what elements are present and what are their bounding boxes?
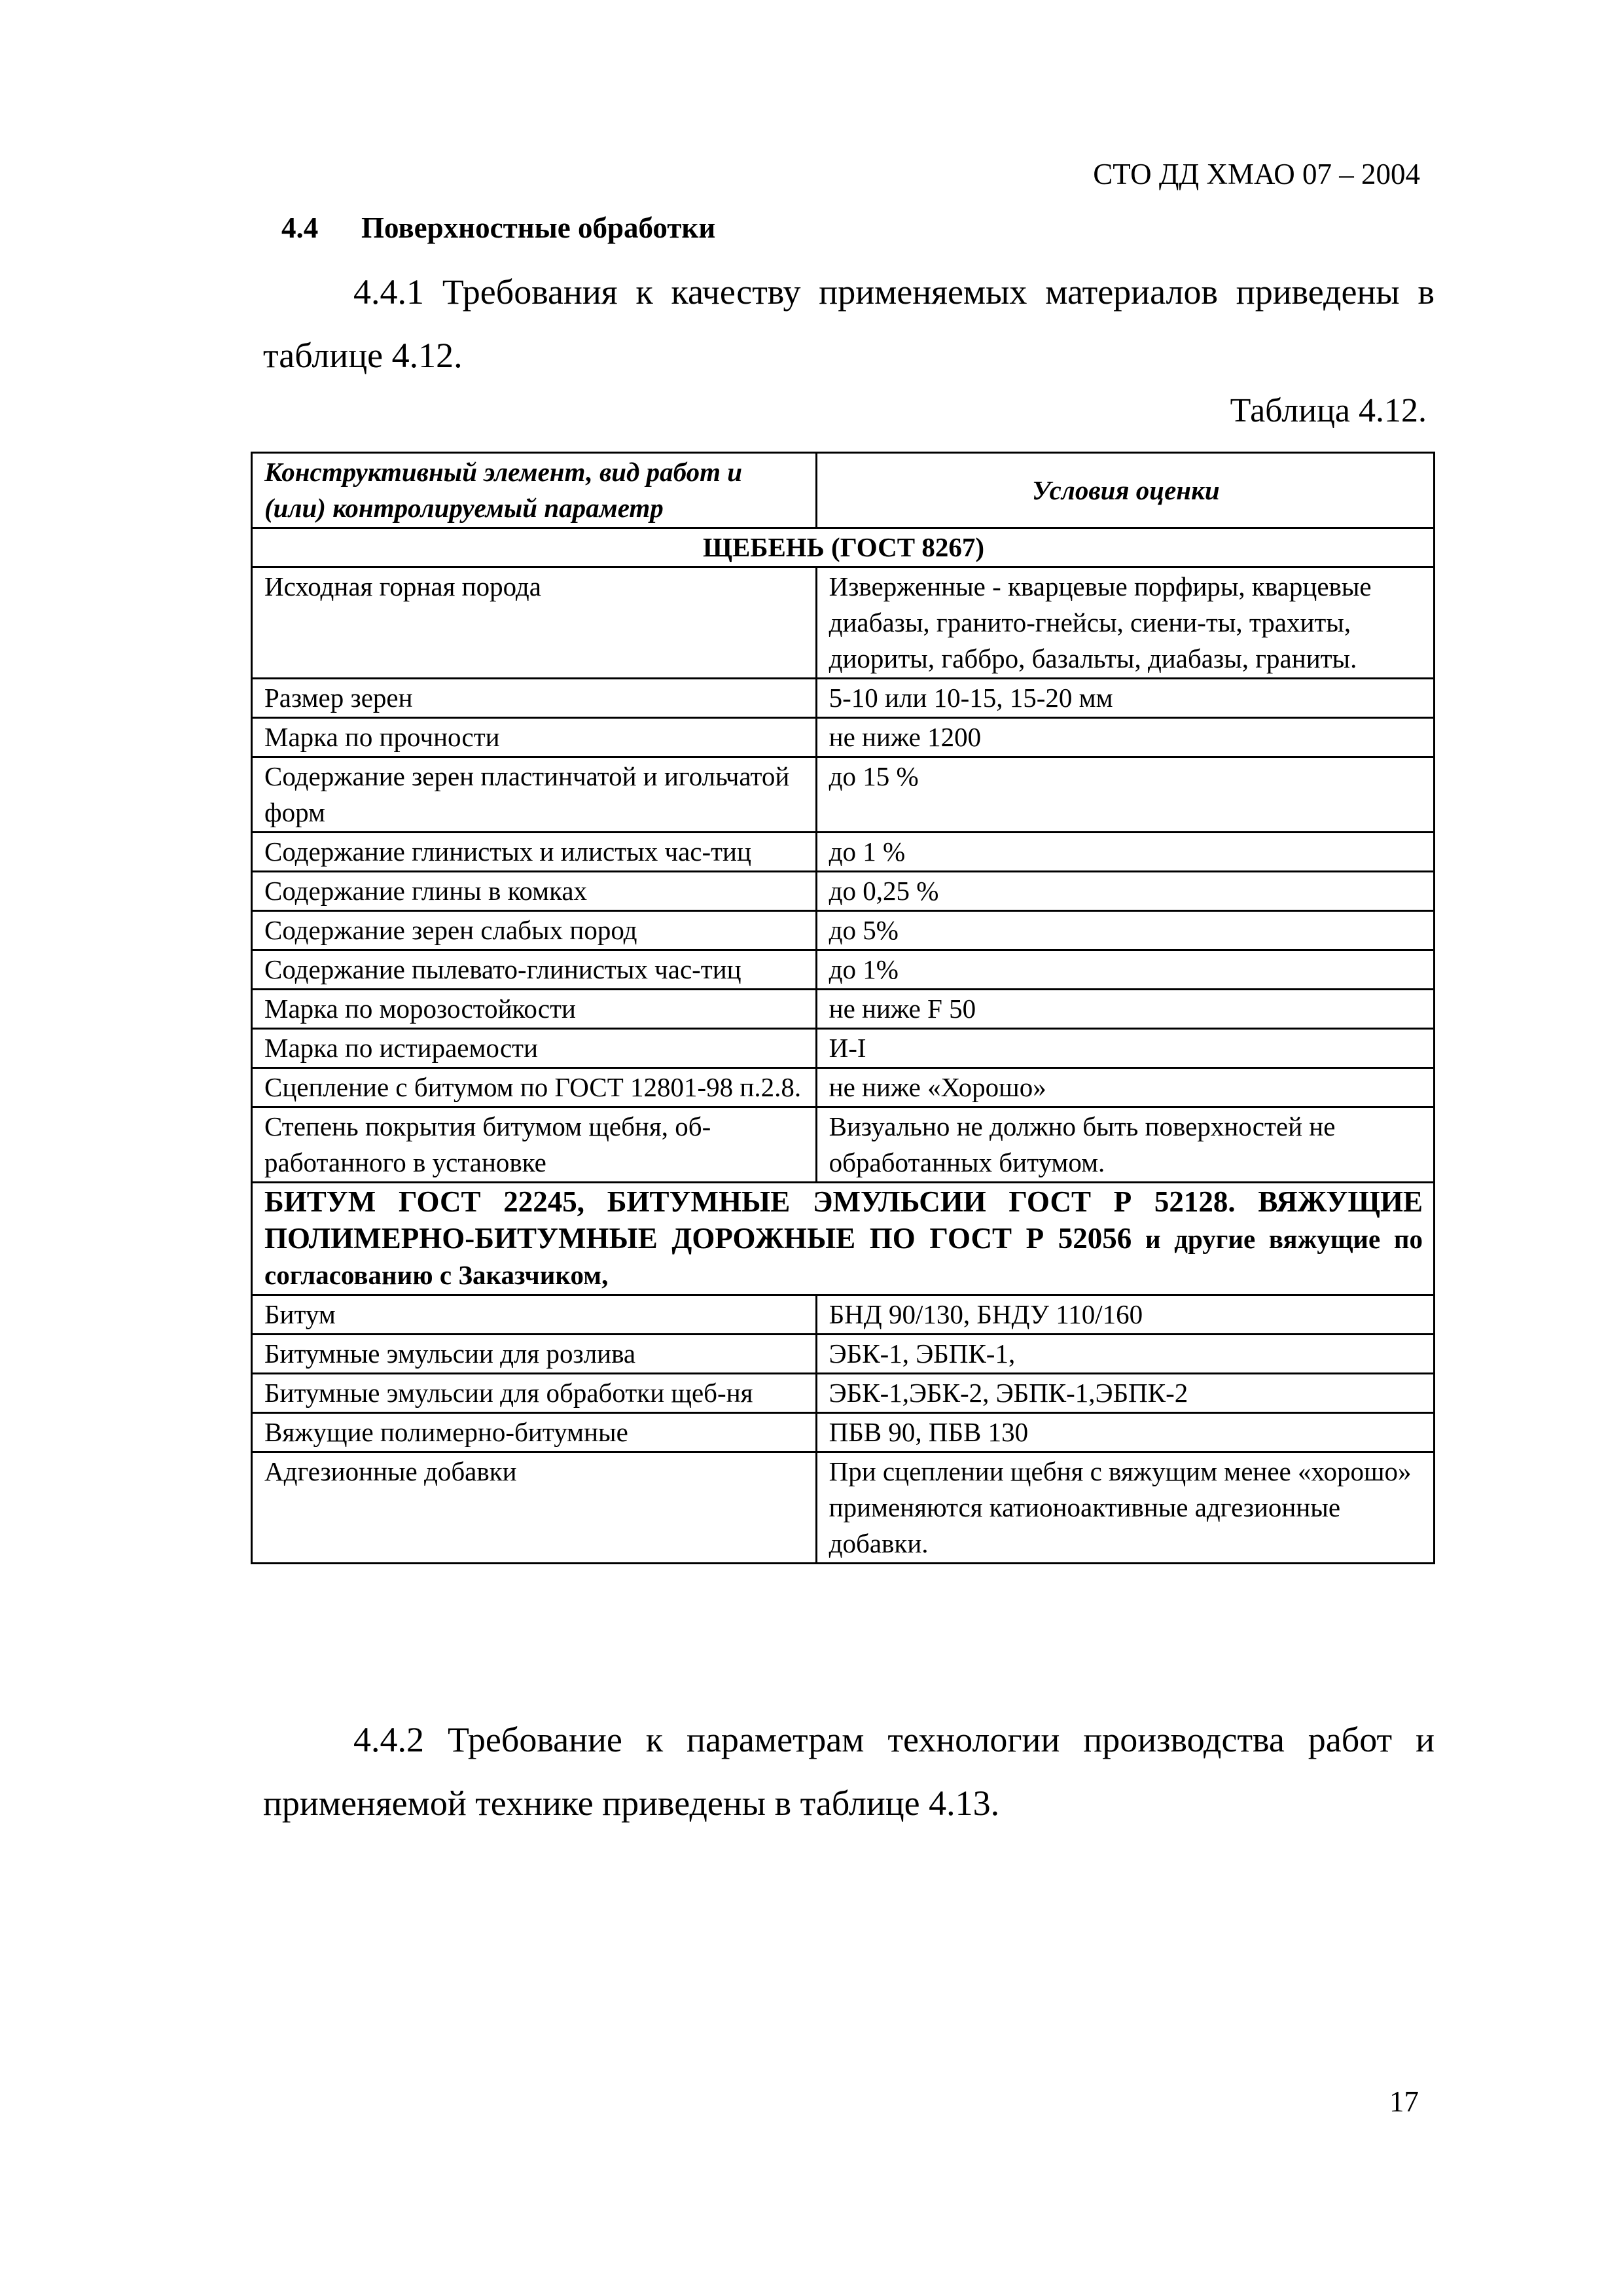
condition-cell: ЭБК-1, ЭБПК-1,	[816, 1335, 1434, 1374]
table-row	[252, 718, 1435, 757]
parameter-cell: Битумные эмульсии для обработки щеб-ня	[252, 1374, 817, 1413]
paragraph-4-4-1	[263, 260, 1435, 387]
condition-cell: ПБВ 90, ПБВ 130	[816, 1413, 1434, 1452]
requirements-table	[251, 452, 1435, 1564]
table-row	[252, 911, 1435, 950]
table-row	[252, 757, 1435, 833]
condition-cell: Изверженные - кварцевые порфиры, кварцевые диабазы, гранито-гнейсы, сиени-ты, трахиты, диориты, габбро, базальты, диабазы, граниты.	[816, 567, 1434, 679]
condition-cell: до 5%	[816, 911, 1434, 950]
condition-cell: не ниже 1200	[816, 718, 1434, 757]
table-row	[252, 1374, 1435, 1413]
table-row	[252, 567, 1435, 679]
column-header-parameter: Конструктивный элемент, вид работ и (или) контролируемый параметр	[252, 453, 817, 528]
condition-cell: до 15 %	[816, 757, 1434, 833]
condition-cell: Визуально не должно быть поверхностей не обработанных битумом.	[816, 1107, 1434, 1183]
parameter-cell: Вяжущие полимерно-битумные	[252, 1413, 817, 1452]
parameter-cell: Размер зерен	[252, 679, 817, 718]
parameter-cell: Содержание пылевато-глинистых час-тиц	[252, 950, 817, 990]
parameter-cell: Марка по прочности	[252, 718, 817, 757]
table-row	[252, 1068, 1435, 1107]
condition-cell: ЭБК-1,ЭБК-2, ЭБПК-1,ЭБПК-2	[816, 1374, 1434, 1413]
table-row	[252, 872, 1435, 911]
parameter-cell: Содержание зерен пластинчатой и игольчатой форм	[252, 757, 817, 833]
table-row	[252, 1452, 1435, 1564]
condition-cell: до 1%	[816, 950, 1434, 990]
parameter-cell: Содержание зерен слабых пород	[252, 911, 817, 950]
parameter-cell: Содержание глинистых и илистых час-тиц	[252, 833, 817, 872]
group-title-gravel: ЩЕБЕНЬ (ГОСТ 8267)	[252, 528, 1435, 567]
paragraph-4-4-2	[263, 1708, 1435, 1835]
paragraph-4-4-1-text: 4.4.1 Требования к качеству применяемых материалов приведены в таблице 4.12.	[263, 272, 1435, 375]
condition-cell: до 0,25 %	[816, 872, 1434, 911]
condition-cell: до 1 %	[816, 833, 1434, 872]
group-row-binders	[252, 1183, 1435, 1295]
parameter-cell: Битум	[252, 1295, 817, 1335]
table-row	[252, 1335, 1435, 1374]
table-row	[252, 950, 1435, 990]
table-row	[252, 679, 1435, 718]
group-title-binders-main: БИТУМ ГОСТ 22245, БИТУМНЫЕ ЭМУЛЬСИИ ГОСТ Р 52128. ВЯЖУЩИЕ ПОЛИМЕРНО-БИТУМНЫЕ ДОРОЖНЫЕ ПО ГОСТ Р 52056	[264, 1185, 1423, 1255]
table-row	[252, 1413, 1435, 1452]
section-title: Поверхностные обработки	[361, 211, 716, 244]
parameter-cell: Сцепление с битумом по ГОСТ 12801-98 п.2.8.	[252, 1068, 817, 1107]
condition-cell: не ниже «Хорошо»	[816, 1068, 1434, 1107]
group-title-binders-extra: и другие вяжущие по согласованию с Заказчиком,	[264, 1224, 1423, 1290]
condition-cell: 5-10 или 10-15, 15-20 мм	[816, 679, 1434, 718]
table-row	[252, 1107, 1435, 1183]
page-number: 17	[1389, 2085, 1419, 2118]
table-row	[252, 990, 1435, 1029]
group-row-gravel	[252, 528, 1435, 567]
parameter-cell: Марка по морозостойкости	[252, 990, 817, 1029]
parameter-cell: Марка по истираемости	[252, 1029, 817, 1068]
table-caption: Таблица 4.12.	[1230, 392, 1427, 429]
parameter-cell: Степень покрытия битумом щебня, об-работанного в установке	[252, 1107, 817, 1183]
condition-cell: БНД 90/130, БНДУ 110/160	[816, 1295, 1434, 1335]
document-code: СТО ДД ХМАО 07 – 2004	[1093, 158, 1420, 190]
parameter-cell: Исходная горная порода	[252, 567, 817, 679]
table-row	[252, 1295, 1435, 1335]
parameter-cell: Содержание глины в комках	[252, 872, 817, 911]
group-title-binders	[252, 1183, 1435, 1295]
column-header-conditions: Условия оценки	[816, 453, 1434, 528]
condition-cell: не ниже F 50	[816, 990, 1434, 1029]
section-heading	[281, 211, 715, 245]
parameter-cell: Битумные эмульсии для розлива	[252, 1335, 817, 1374]
table-row	[252, 1029, 1435, 1068]
table-header-row	[252, 453, 1435, 528]
paragraph-4-4-2-text: 4.4.2 Требование к параметрам технологии производства работ и применяемой технике приведены в таблице 4.13.	[263, 1720, 1435, 1823]
section-number: 4.4	[281, 211, 319, 244]
condition-cell: При сцеплении щебня с вяжущим менее «хорошо» применяются катионоактивные адгезионные добавки.	[816, 1452, 1434, 1564]
parameter-cell: Адгезионные добавки	[252, 1452, 817, 1564]
table-row	[252, 833, 1435, 872]
condition-cell: И-I	[816, 1029, 1434, 1068]
